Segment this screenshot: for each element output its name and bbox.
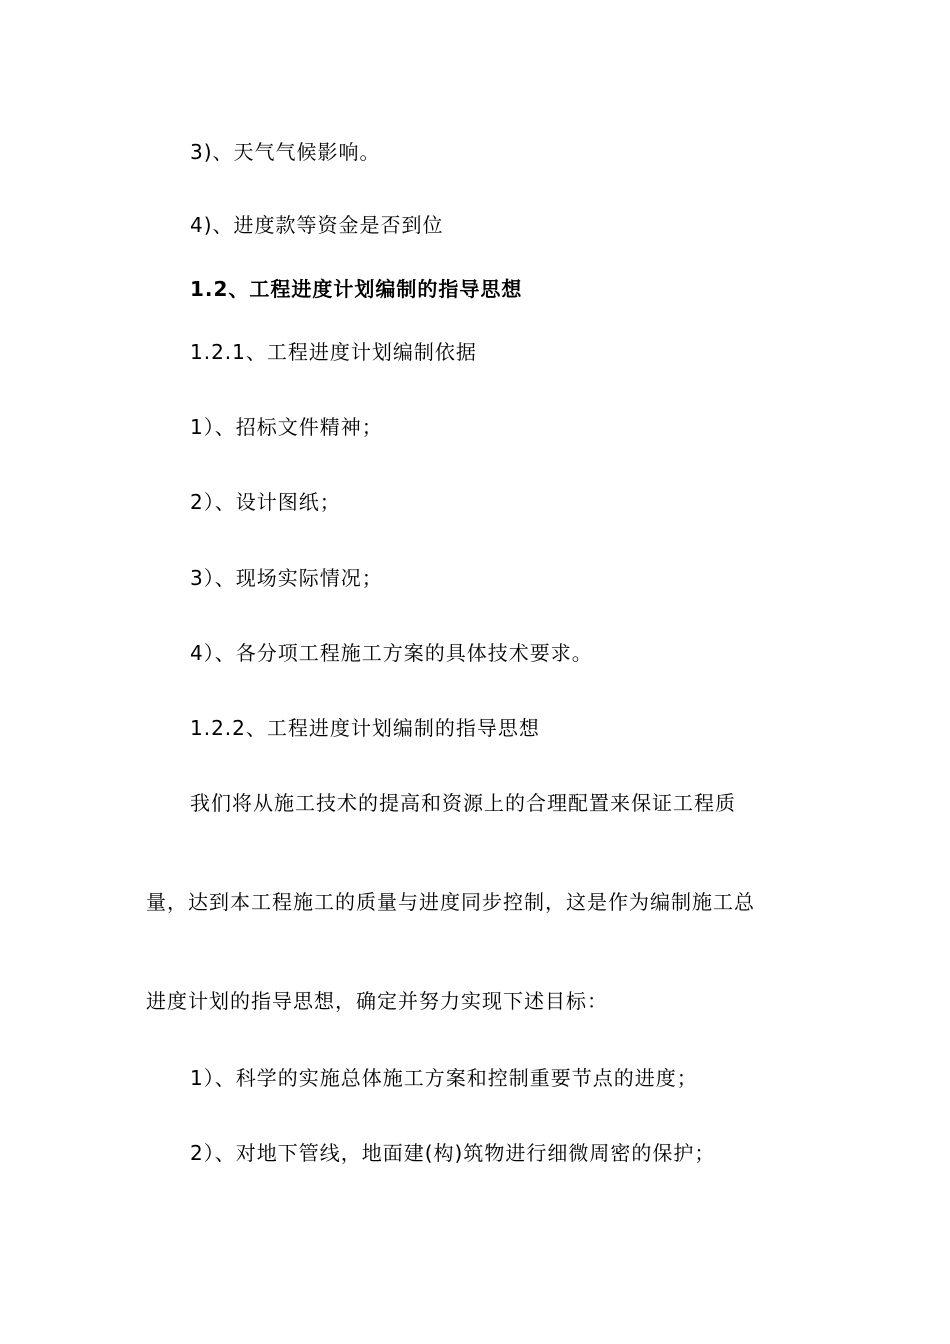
list-item-goal-2: 2）、对地下管线，地面建(构)筑物进行细微周密的保护； (190, 1141, 716, 1165)
section-heading-1-2: 1.2、工程进度计划编制的指导思想 (190, 277, 523, 301)
list-item-drawings: 2）、设计图纸； (190, 490, 341, 514)
subsection-heading-1-2-1: 1.2.1、工程进度计划编制依据 (190, 340, 477, 364)
list-item-site: 3）、现场实际情况； (190, 566, 383, 590)
list-item-funding: 4)、进度款等资金是否到位 (190, 213, 444, 237)
list-item-technical: 4）、各分项工程施工方案的具体技术要求。 (190, 641, 593, 665)
paragraph-line-1: 我们将从施工技术的提高和资源上的合理配置来保证工程质 (190, 791, 736, 815)
paragraph-line-3: 进度计划的指导思想，确定并努力实现下述目标： (146, 989, 608, 1013)
paragraph-line-2: 量，达到本工程施工的质量与进度同步控制，这是作为编制施工总 (146, 890, 755, 914)
list-item-weather: 3)、天气气候影响。 (190, 140, 381, 164)
subsection-heading-1-2-2: 1.2.2、工程进度计划编制的指导思想 (190, 716, 540, 740)
list-item-goal-1: 1）、科学的实施总体施工方案和控制重要节点的进度； (190, 1066, 698, 1090)
list-item-tender: 1）、招标文件精神； (190, 415, 383, 439)
